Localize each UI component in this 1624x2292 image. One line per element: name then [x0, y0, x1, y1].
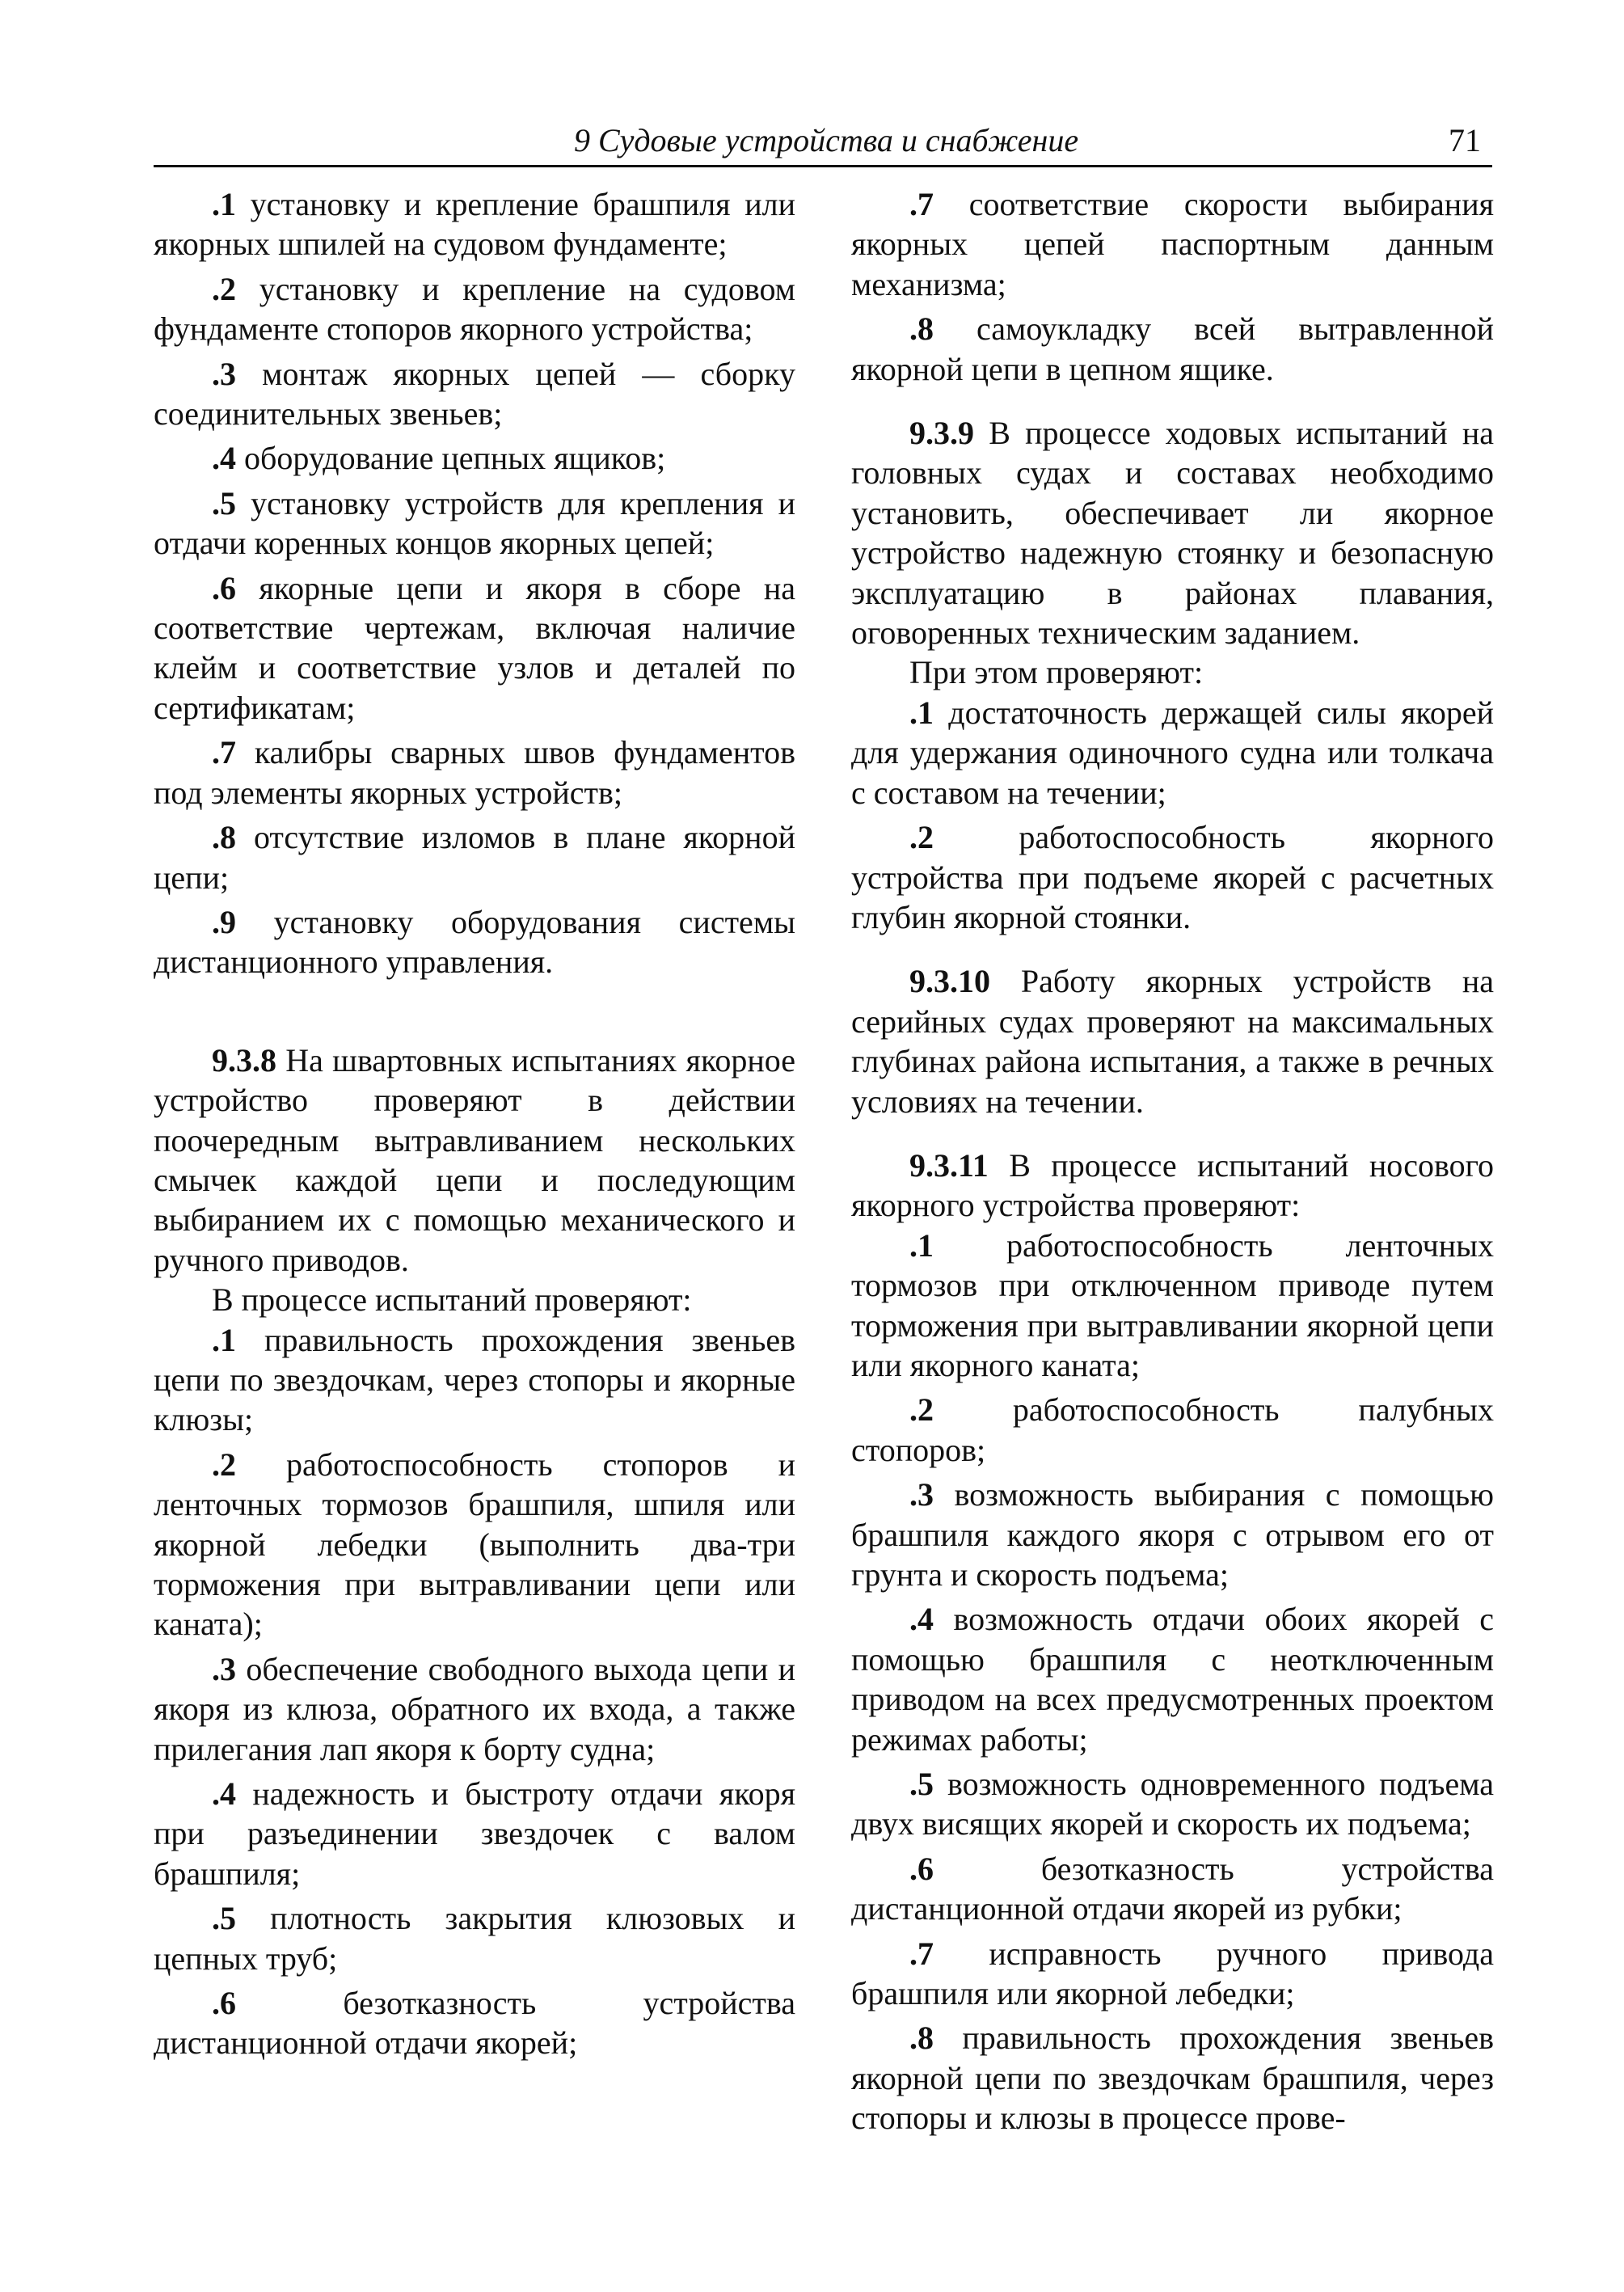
list-item: .2 работоспособность стопоров и ленточных тормозов брашпиля, шпиля или якорной лебедки (выполнить два-три торможения при вытравливании цепи или каната); — [154, 1446, 795, 1643]
list-item: .5 возможность одновременного подъема двух висящих якорей и скорость их подъема; — [851, 1766, 1494, 1842]
list-item: .2 установку и крепление на судовом фундаменте стопоров якорного устройства; — [154, 270, 795, 348]
list-item: .1 достаточность держащей силы якорей для удержания одиночного судна или толкача с составом на течении; — [851, 694, 1494, 811]
list-item: .6 безотказность устройства дистанционной отдачи якорей из рубки; — [851, 1850, 1494, 1927]
list-item: .3 возможность выбирания с помощью брашпиля каждого якоря с отрывом его от грунта и скорость подъема; — [851, 1476, 1494, 1593]
clause-paragraph: 9.3.8 На швартовных испытаниях якорное устройство проверяют в действии поочередным вытравливанием нескольких смычек каждой цепи и последующим выбиранием их с помощью механического и ручного приводов. — [154, 1041, 795, 1278]
list-item: .4 надежность и быстроту отдачи якоря при разъединении звездочек с валом брашпиля; — [154, 1775, 795, 1892]
list-item: .8 отсутствие изломов в плане якорной цепи; — [154, 819, 795, 896]
page-number: 71 — [1449, 122, 1481, 158]
intro-paragraph: При этом проверяют: — [909, 654, 1204, 691]
list-item: .8 самоукладку всей вытравленной якорной цепи в цепном ящике. — [851, 310, 1494, 387]
list-item: .2 работоспособность палубных стопоров; — [851, 1391, 1494, 1468]
list-item: .7 исправность ручного привода брашпиля или якорной лебедки; — [851, 1935, 1494, 2012]
list-item: .1 правильность прохождения звеньев цепи по звездочкам, через стопоры и якорные клюзы; — [154, 1321, 795, 1438]
list-item: .5 плотность закрытия клюзовых и цепных труб; — [154, 1900, 795, 1977]
clause-paragraph: 9.3.10 Работу якорных устройств на серийных судах проверяют на максимальных глубинах района испытания, а также в речных условиях на течении. — [851, 963, 1494, 1120]
list-item: .1 установку и крепление брашпиля или якорных шпилей на судовом фундаменте; — [154, 186, 795, 263]
list-item: .4 оборудование цепных ящиков; — [212, 440, 666, 477]
intro-paragraph: В процессе испытаний проверяют: — [212, 1281, 692, 1319]
clause-paragraph: 9.3.11 В процессе испытаний носового якорного устройства проверяют: — [851, 1146, 1494, 1224]
list-item: .2 работоспособность якорного устройства при подъеме якорей с расчетных глубин якорной стоянки. — [851, 819, 1494, 935]
left-column — [154, 184, 795, 2063]
list-item: .9 установку оборудования системы дистанционного управления. — [154, 903, 795, 981]
list-item: .5 установку устройств для крепления и отдачи коренных концов якорных цепей; — [154, 484, 795, 562]
list-item: .6 якорные цепи и якоря в сборе на соответствие чертежам, включая наличие клейм и соответствие узлов и деталей по сертификатам; — [154, 569, 795, 726]
clause-paragraph: 9.3.9 В процессе ходовых испытаний на головных судах и составах необходимо установить, обеспечивает ли якорное устройство надежную стоянку и безопасную эксплуатацию в районах плавания, оговоренных техническим заданием. — [851, 415, 1494, 652]
list-item: .7 соответствие скорости выбирания якорных цепей паспортным данным механизма; — [851, 186, 1494, 302]
section-title: 9 Судовые устройства и снабжение — [574, 122, 1079, 158]
right-column — [851, 184, 1494, 2138]
list-item: .7 калибры сварных швов фундаментов под элементы якорных устройств; — [154, 734, 795, 811]
list-item: .4 возможность отдачи обоих якорей с помощью брашпиля с неотключенным приводом на всех предусмотренных проектом режимах работы; — [851, 1601, 1494, 1758]
list-item: .6 безотказность устройства дистанционной отдачи якорей; — [154, 1985, 795, 2062]
list-item: .1 работоспособность ленточных тормозов при отключенном приводе путем торможения при вытравливании якорной цепи или якорного каната; — [851, 1226, 1494, 1383]
list-item: .3 обеспечение свободного выхода цепи и якоря из клюза, обратного их входа, а также прилегания лап якоря к борту судна; — [154, 1650, 795, 1767]
list-item: .8 правильность прохождения звеньев якорной цепи по звездочкам брашпиля, через стопоры и клюзы в процессе прове- — [851, 2020, 1494, 2137]
list-item: .3 монтаж якорных цепей — сборку соединительных звеньев; — [154, 355, 795, 433]
running-header — [154, 118, 1492, 167]
